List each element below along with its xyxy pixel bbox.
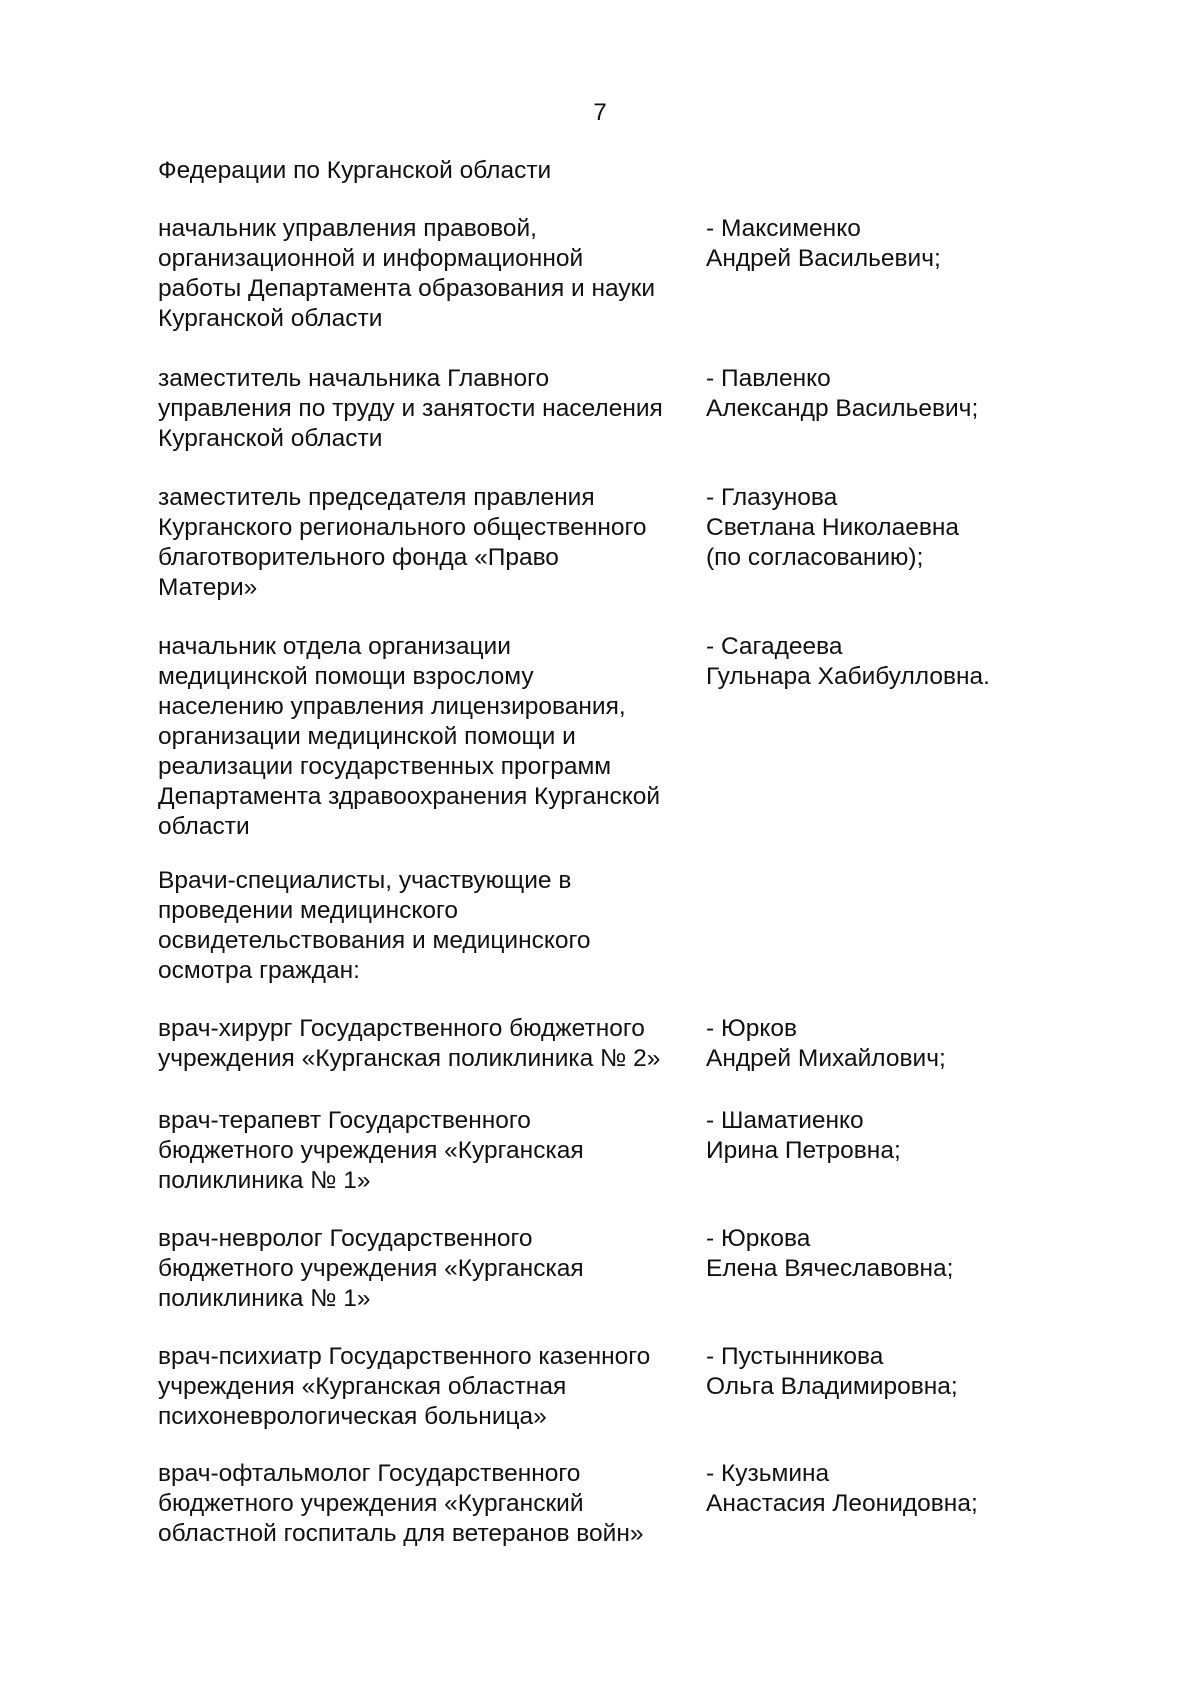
specialist-name: - Юркова Елена Вячеславовна; xyxy=(706,1225,954,1282)
specialists-heading: Врачи-специалисты, участвующие в проведении медицинского освидетельствования и медицинского осмотра граждан: xyxy=(158,867,591,984)
specialist-name: - Пустынникова Ольга Владимировна; xyxy=(706,1343,958,1400)
member-role: начальник отдела организации медицинской помощи взрослому населению управления лицензирования, организации медицинской помощи и реализации государственных программ Департамента здравоохранения Курганской области xyxy=(158,633,661,840)
specialist-name: - Юрков Андрей Михайлович; xyxy=(706,1015,946,1072)
member-role: начальник управления правовой, организационной и информационной работы Департамента образования и науки Курганской области xyxy=(158,215,656,332)
page-number: 7 xyxy=(593,99,607,126)
specialist-role: врач-офтальмолог Государственного бюджетного учреждения «Курганский областной госпиталь для ветеранов войн» xyxy=(158,1460,644,1547)
specialist-role: врач-невролог Государственного бюджетного учреждения «Курганская поликлиника № 1» xyxy=(158,1225,584,1312)
specialist-name: - Кузьмина Анастасия Леонидовна; xyxy=(706,1460,978,1517)
member-role: заместитель начальника Главного управления по труду и занятости населения Курганской области xyxy=(158,365,663,452)
member-name: - Павленко Александр Васильевич; xyxy=(706,365,979,422)
specialist-role: врач-психиатр Государственного казенного учреждения «Курганская областная психоневрологическая больница» xyxy=(158,1343,651,1430)
member-name: - Максименко Андрей Васильевич; xyxy=(706,215,941,272)
specialist-name: - Шаматиенко Ирина Петровна; xyxy=(706,1107,901,1164)
intro-text: Федерации по Курганской области xyxy=(158,157,552,184)
member-role: заместитель председателя правления Курганского регионального общественного благотворительного фонда «Право Матери» xyxy=(158,484,647,601)
member-name: - Сагадеева Гульнара Хабибулловна. xyxy=(706,633,990,690)
specialist-role: врач-хирург Государственного бюджетного учреждения «Курганская поликлиника № 2» xyxy=(158,1015,661,1072)
specialist-role: врач-терапевт Государственного бюджетного учреждения «Курганская поликлиника № 1» xyxy=(158,1107,584,1194)
member-name: - Глазунова Светлана Николаевна (по согласованию); xyxy=(706,484,959,571)
